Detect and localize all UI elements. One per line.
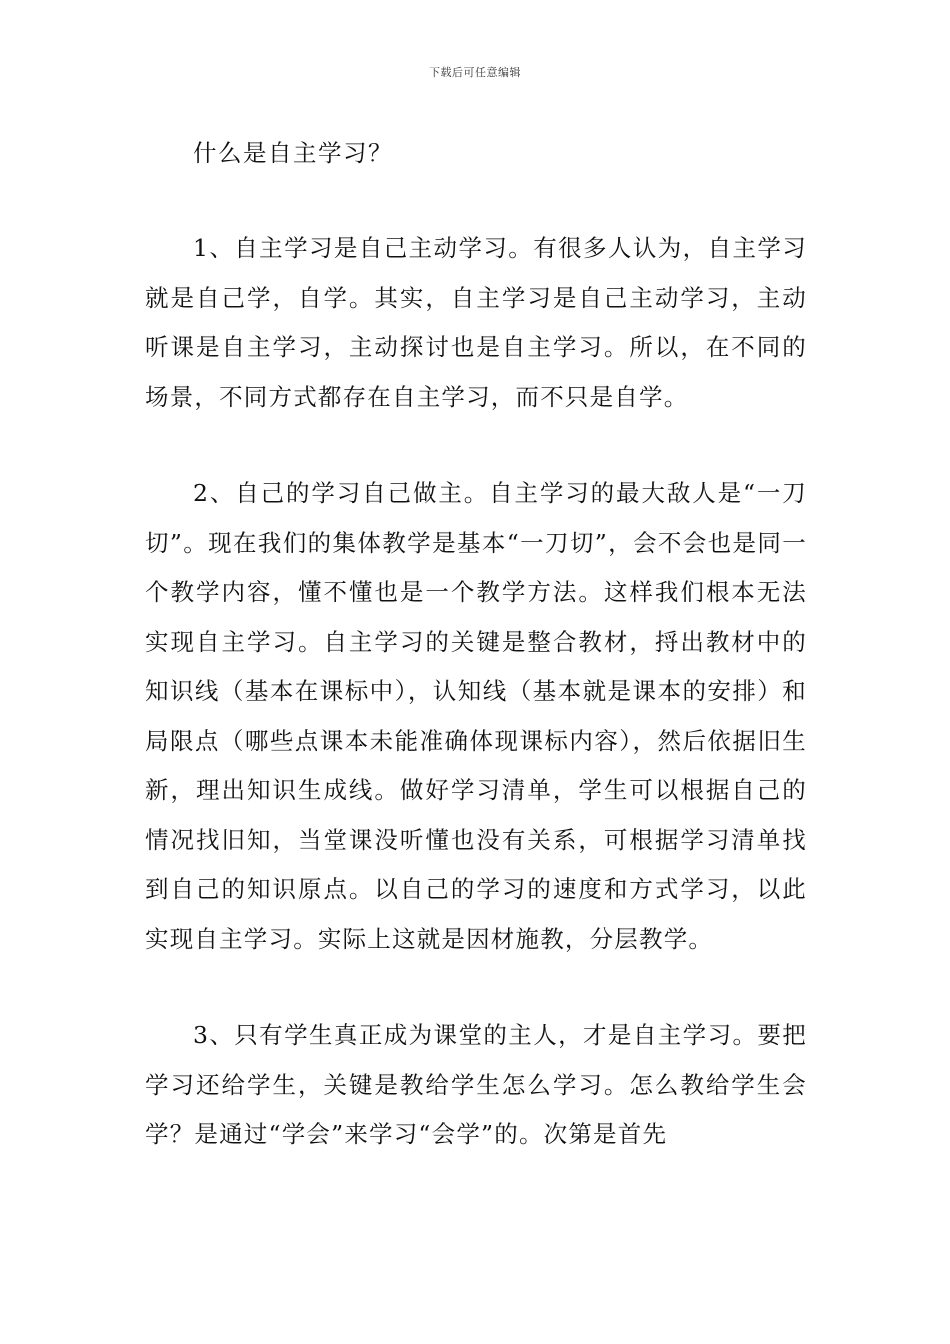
spacer [145, 422, 807, 469]
page-header-note: 下载后可任意编辑 [429, 66, 521, 79]
document-title: 什么是自主学习？ [193, 139, 393, 167]
spacer [145, 964, 807, 1011]
document-body [145, 128, 807, 1160]
paragraph-2: 2、自己的学习自己做主。自主学习的最大敌人是“一刀切”。现在我们的集体教学是基本“一刀切”，会不会也是同一个教学内容，懂不懂也是一个教学方法。这样我们根本无法实现自主学习。自主学习的关键是整合教材，捋出教材中的知识线（基本在课标中），认知线（基本就是课本的安排）和局限点（哪些点课本未能准确体现课标内容），然后依据旧生新，理出知识生成线。做好学习清单，学生可以根据自己的情况找旧知，当堂课没听懂也没有关系，可根据学习清单找到自己的知识原点。以自己的学习的速度和方式学习，以此实现自主学习。实际上这就是因材施教，分层教学。 [145, 479, 807, 953]
paragraph-3: 3、只有学生真正成为课堂的主人，才是自主学习。要把学习还给学生，关键是教给学生怎么学习。怎么教给学生会学？是通过“学会”来学习“会学”的。次第是首先 [145, 1021, 807, 1148]
paragraph-1: 1、自主学习是自己主动学习。有很多人认为，自主学习就是自己学，自学。其实，自主学习是自己主动学习，主动听课是自主学习，主动探讨也是自主学习。所以，在不同的场景，不同方式都存在自主学习，而不只是自学。 [145, 234, 807, 411]
spacer [145, 178, 807, 224]
